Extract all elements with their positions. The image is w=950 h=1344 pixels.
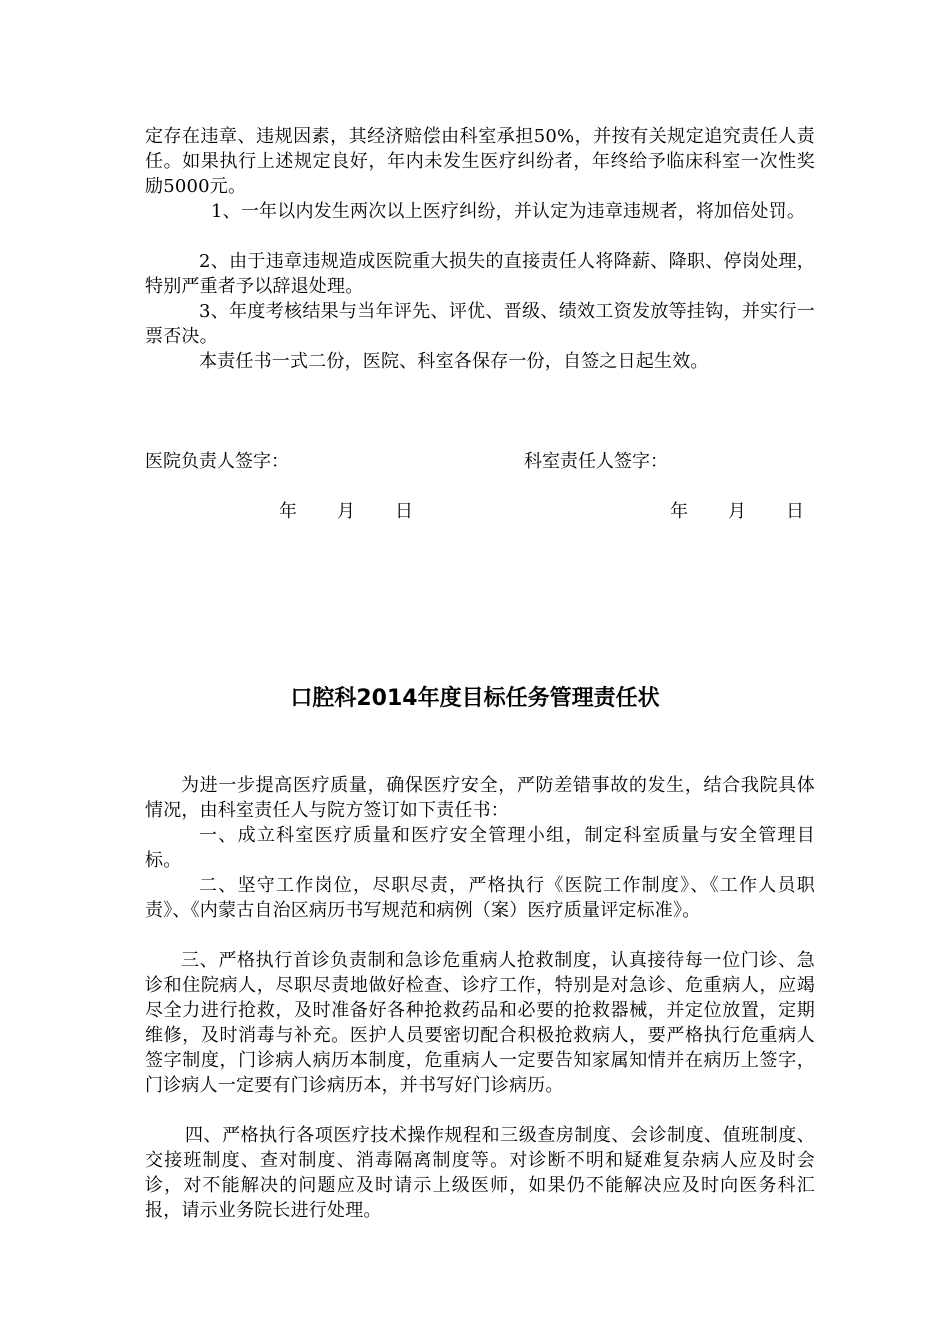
paragraph-rule-1: 1、一年以内发生两次以上医疗纠纷，并认定为违章违规者，将加倍处罚。 xyxy=(211,201,806,222)
paragraph-compensation: 定存在违章、违规因素，其经济赔偿由科室承担50%，并按有关规定追究责任人责任。如果执行上述规定良好，年内未发生医疗纠纷者，年终给予临床科室一次性奖励5000元。 xyxy=(145,126,815,197)
paragraph-item-1: 一、成立科室医疗质量和医疗安全管理小组，制定科室质量与安全管理目标。 xyxy=(145,825,815,871)
paragraph-rule-3: 3、年度考核结果与当年评先、评优、晋级、绩效工资发放等挂钩，并实行一票否决。 xyxy=(145,301,815,347)
department-signature-date xyxy=(670,499,804,524)
month-label: 月 xyxy=(728,501,746,522)
year-label: 年 xyxy=(670,501,688,522)
department-signature-label: 科室责任人签字： xyxy=(524,451,668,472)
hospital-signature-date xyxy=(279,499,413,524)
paragraph-item-2: 二、坚守工作岗位，尽职尽责，严格执行《医院工作制度》、《工作人员职责》、《内蒙古自治区病历书写规范和病例（案）医疗质量评定标准》。 xyxy=(145,875,815,921)
paragraph-item-3: 三、严格执行首诊负责制和急诊危重病人抢救制度，认真接待每一位门诊、急诊和住院病人，尽职尽责地做好检查、诊疗工作，特别是对急诊、危重病人，应竭尽全力进行抢救，及时准备好各种抢救药品和必要的抢救器械，并定位放置，定期维修，及时消毒与补充。医护人员要密切配合积极抢救病人，要严格执行危重病人签字制度，门诊病人病历本制度，危重病人一定要告知家属知情并在病历上签字，门诊病人一定要有门诊病历本，并书写好门诊病历。 xyxy=(145,950,815,1096)
hospital-signature-label: 医院负责人签字： xyxy=(145,451,289,472)
document-title: 口腔科2014年度目标任务管理责任状 xyxy=(290,686,660,711)
paragraph-rule-2: 2、由于违章违规造成医院重大损失的直接责任人将降薪、降职、停岗处理，特别严重者予以辞退处理。 xyxy=(145,251,815,297)
paragraph-item-4: 四、严格执行各项医疗技术操作规程和三级查房制度、会诊制度、值班制度、交接班制度、查对制度、消毒隔离制度等。对诊断不明和疑难复杂病人应及时会诊，对不能解决的问题应及时请示上级医师，如果仍不能解决应及时向医务科汇报，请示业务院长进行处理。 xyxy=(145,1125,815,1221)
paragraph-effective: 本责任书一式二份，医院、科室各保存一份，自签之日起生效。 xyxy=(199,351,709,372)
year-label: 年 xyxy=(279,501,297,522)
day-label: 日 xyxy=(395,501,413,522)
month-label: 月 xyxy=(337,501,355,522)
paragraph-intro: 为进一步提高医疗质量，确保医疗安全，严防差错事故的发生，结合我院具体情况，由科室责任人与院方签订如下责任书： xyxy=(145,775,815,821)
day-label: 日 xyxy=(786,501,804,522)
